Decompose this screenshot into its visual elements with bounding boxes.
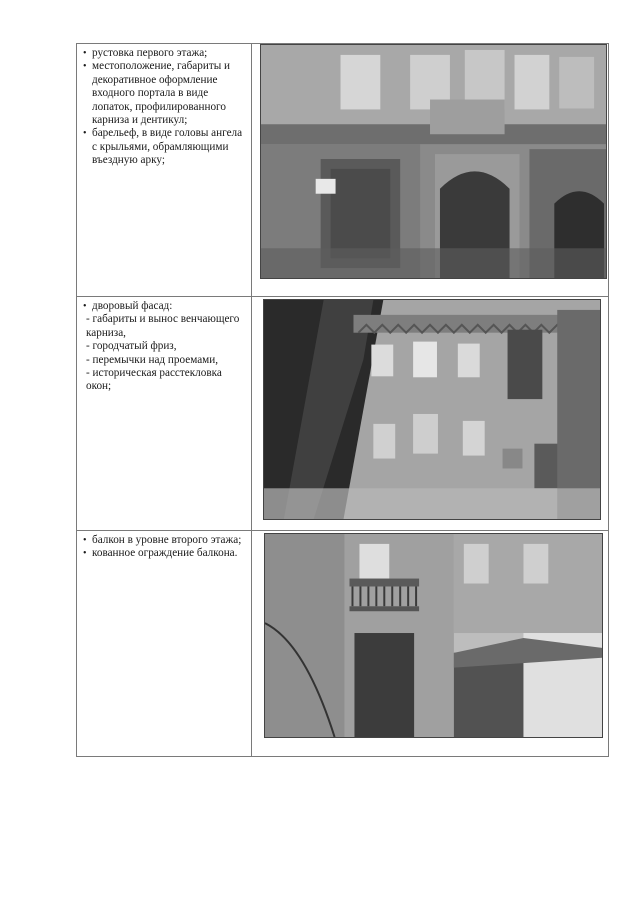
description-cell xyxy=(77,531,252,756)
protected-elements-list xyxy=(83,47,245,168)
table-row xyxy=(77,44,608,296)
bullet-icon: • xyxy=(83,128,87,140)
list-item xyxy=(83,300,245,313)
item-text: - городчатый фриз, xyxy=(86,340,177,353)
item-text: местоположение, габариты и декоративное оформление входного портала в виде лопаток, профилированного карниза и дентикул; xyxy=(92,60,231,127)
list-item xyxy=(83,47,245,60)
list-item xyxy=(83,354,245,367)
list-item xyxy=(83,367,245,394)
item-text: рустовка первого этажа; xyxy=(92,47,208,59)
balcony-photo xyxy=(264,533,603,738)
table-row xyxy=(77,296,608,530)
bullet-icon: • xyxy=(83,48,87,59)
bullet-icon: • xyxy=(83,61,87,73)
protected-elements-list xyxy=(83,300,245,394)
description-cell xyxy=(77,297,252,530)
elements-table xyxy=(76,43,609,757)
bullet-icon: • xyxy=(83,301,87,312)
table-row xyxy=(77,530,608,756)
street-facade-photo xyxy=(260,44,607,279)
item-text: - перемычки над проемами, xyxy=(86,353,219,366)
bullet-icon: • xyxy=(83,535,87,546)
description-cell xyxy=(77,44,252,296)
list-item xyxy=(83,534,245,547)
item-text: - историческая расстекловка окон; xyxy=(86,367,222,393)
list-item xyxy=(83,313,245,340)
item-text: - габариты и вынос венчающего карниза, xyxy=(86,313,240,339)
item-text: барельеф, в виде головы ангела с крыльями, обрамляющими въездную арку; xyxy=(92,127,243,167)
list-item xyxy=(83,547,245,560)
list-item xyxy=(83,340,245,353)
item-text: балкон в уровне второго этажа; xyxy=(92,534,242,546)
item-text: кованное ограждение балкона. xyxy=(92,547,238,560)
list-item xyxy=(83,127,245,167)
list-item xyxy=(83,60,245,127)
protected-elements-list xyxy=(83,534,245,561)
item-text: дворовый фасад: xyxy=(92,300,173,312)
bullet-icon: • xyxy=(83,548,87,560)
courtyard-facade-photo xyxy=(263,299,601,520)
